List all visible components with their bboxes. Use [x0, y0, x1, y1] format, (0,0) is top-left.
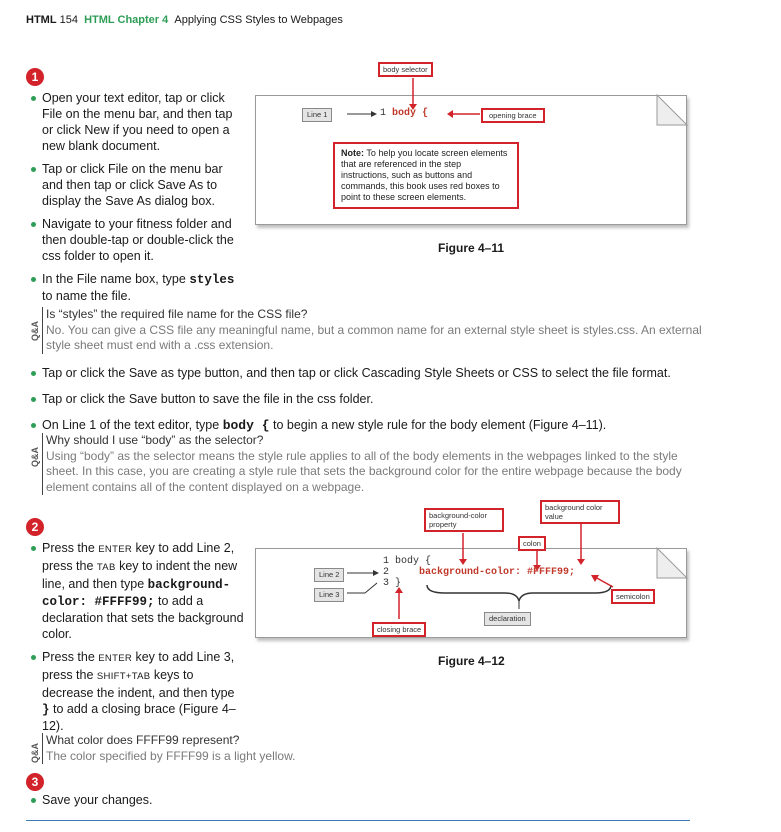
bg-value-callout: background color value [540, 500, 620, 524]
line-number: 1 [380, 108, 387, 119]
bullet-text: On Line 1 of the text editor, type [42, 418, 220, 432]
step-2-badge: 2 [26, 518, 44, 536]
step-3-list [30, 792, 330, 815]
list-item: Press the ENTER key to add Line 3, press the SHIFT+TAB keys to decrease the indent, and then type } to add a closing brace (Figure 4–12). [30, 649, 245, 734]
note-text: To help you locate screen elements that are referenced in the step instructions, such as buttons and commands, this book uses red boxes to point to these screen elements. [341, 148, 508, 202]
code-text: } [42, 703, 50, 717]
list-item: Press the ENTER key to add Line 2, press the TAB key to indent the new line, and then type background-color: #FFFF99; to add a declaration that sets the background color. [30, 540, 245, 642]
list-item: Navigate to your fitness folder and then double-tap or double-click the css folder to open it. [30, 216, 245, 264]
key-name: TAB [96, 562, 116, 573]
bullet-text: In the File name box, type [42, 272, 186, 286]
code-block [383, 556, 575, 589]
line-3-label: Line 3 [314, 588, 344, 602]
qa-question: Is “styles” the required file name for the CSS file? [46, 307, 308, 321]
list-item: Open your text editor, tap or click File on the menu bar, and then tap or click New if you need to open a new blank document. [30, 90, 245, 154]
qa-block-2: Q&A Why should I use “body” as the selector? Using “body” as the selector means the style rule applies to all of the body elements in the webpages linked to the style sheet. In this case, you are creating a style rule that sets the background color for the entire webpage because the body element contains all of the content displayed on a webpage. [26, 433, 712, 495]
code-line: 2 background-color: #FFFF99; [383, 567, 576, 578]
key-name: ENTER [98, 653, 132, 664]
qa-block-1: Q&A Is “styles” the required file name for the CSS file? No. You can give a CSS file any meaningful name, but a common name for an external style sheet is styles.css. An external style sheet must end with a .css extension. [26, 307, 706, 354]
colon-callout: colon [518, 536, 546, 551]
qa-answer: Using “body” as the selector means the style rule applies to all of the body elements in the webpages linked to the style sheet. In this case, you are creating a style rule that sets the background color for the entire webpage because the body element contains all of the content displayed on a webpage. [46, 448, 682, 494]
bottom-divider [26, 820, 690, 821]
step-1-badge: 1 [26, 68, 44, 86]
code-line: 3 } [383, 578, 402, 589]
step-3-badge: 3 [26, 773, 44, 791]
qa-question: What color does FFFF99 represent? [46, 733, 240, 747]
bullet-text: to name the file. [42, 289, 131, 303]
body-selector-callout: body selector [378, 62, 433, 77]
chapter-label: HTML Chapter 4 [84, 14, 169, 26]
list-item [30, 417, 710, 434]
note-label: Note: [341, 148, 364, 158]
code-body-selector: body { [392, 108, 429, 119]
opening-brace-callout: opening brace [481, 108, 545, 123]
code-text: background-color: #FFFF99; [42, 578, 231, 609]
step-2-list [30, 540, 245, 741]
page-number: 154 [59, 14, 78, 26]
qa-answer: The color specified by FFFF99 is a light yellow. [46, 748, 296, 763]
declaration-label: declaration [484, 612, 531, 626]
figure-4-12-caption: Figure 4–12 [438, 654, 505, 668]
step-1-list [30, 90, 245, 311]
line-1-label: Line 1 [302, 108, 332, 122]
bullet-text: to begin a new style rule for the body element (Figure 4–11). [272, 418, 607, 432]
code-text: styles [189, 273, 235, 287]
code-line-1 [380, 108, 428, 119]
figure-4-11-caption: Figure 4–11 [438, 241, 505, 255]
qa-question: Why should I use “body” as the selector? [46, 433, 264, 447]
list-item [30, 271, 245, 304]
list-item: Tap or click the Save button to save the file in the css folder. [30, 391, 710, 407]
key-name: ENTER [98, 544, 132, 555]
qa-answer: No. You can give a CSS file any meaningful name, but a common name for an external style sheet is styles.css. An external style sheet must end with a .css extension. [46, 322, 702, 352]
line-2-label: Line 2 [314, 568, 344, 582]
key-name: SHIFT+TAB [96, 671, 151, 682]
page-header [26, 14, 343, 26]
qa-block-3: Q&A What color does FFFF99 represent? The color specified by FFFF99 is a light yellow. [26, 733, 706, 764]
list-item: Tap or click File on the menu bar and then tap or click Save As to display the Save As dialog box. [30, 161, 245, 209]
bg-property-callout: background-color property [424, 508, 504, 532]
semicolon-callout: semicolon [611, 589, 655, 604]
list-item: Save your changes. [30, 792, 330, 808]
note-box [333, 142, 519, 209]
book-label: HTML [26, 14, 57, 26]
code-line: 1 body { [383, 556, 432, 567]
chapter-title: Applying CSS Styles to Webpages [174, 14, 343, 26]
list-item: Tap or click the Save as type button, and then tap or click Cascading Style Sheets or CSS to select the file format. [30, 365, 710, 381]
step-1-continued-list [30, 365, 710, 441]
closing-brace-callout: closing brace [372, 622, 426, 637]
code-text: body { [222, 418, 270, 433]
